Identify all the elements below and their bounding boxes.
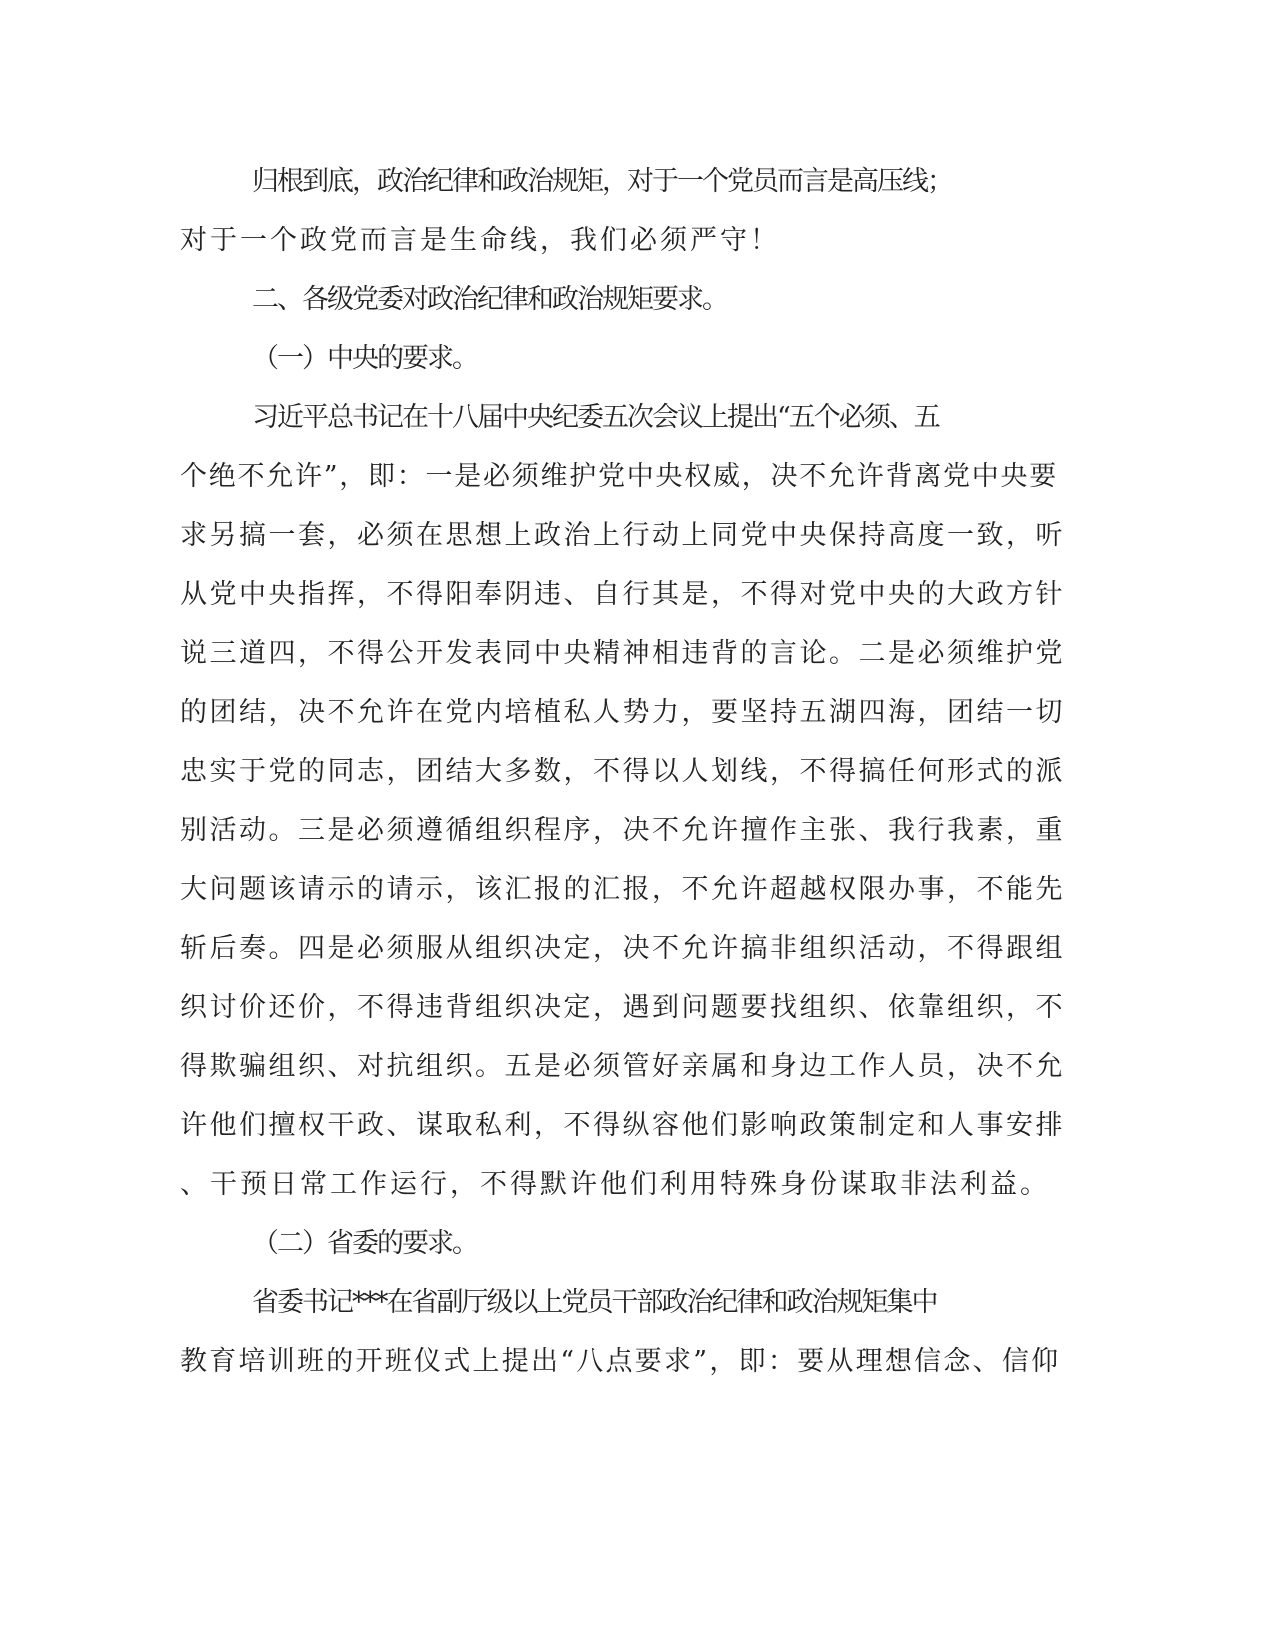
text-line: 对于一个政党而言是生命线，我们必须严守！	[180, 225, 780, 256]
text-line: 的团结，决不允许在党内培植私人势力，要坚持五湖四海，团结一切	[180, 697, 1065, 728]
text-line: 、干预日常工作运行，不得默许他们利用特殊身份谋取非法利益。	[180, 1169, 1050, 1200]
text-line: 个绝不允许”，即：一是必须维护党中央权威，决不允许背离党中央要	[180, 461, 1059, 492]
text-line: 求另搞一套，必须在思想上政治上行动上同党中央保持高度一致，听	[180, 520, 1065, 551]
text-line: 省委书记***在省副厅级以上党员干部政治纪律和政治规矩集中	[252, 1287, 937, 1318]
text-line: 得欺骗组织、对抗组织。五是必须管好亲属和身边工作人员，决不允	[180, 1051, 1065, 1082]
text-line: 从党中央指挥，不得阳奉阴违、自行其是，不得对党中央的大政方针	[180, 579, 1065, 610]
text-line: 习近平总书记在十八届中央纪委五次会议上提出“五个必须、五	[252, 402, 939, 433]
subsection-heading: （二）省委的要求。	[252, 1228, 477, 1259]
text-line: 许他们擅权干政、谋取私利，不得纵容他们影响政策制定和人事安排	[180, 1110, 1065, 1141]
text-line: 忠实于党的同志，团结大多数，不得以人划线，不得搞任何形式的派	[180, 756, 1065, 787]
text-line: 说三道四，不得公开发表同中央精神相违背的言论。二是必须维护党	[180, 638, 1065, 669]
text-line: 大问题该请示的请示，该汇报的汇报，不允许超越权限办事，不能先	[180, 874, 1065, 905]
text-line: 教育培训班的开班仪式上提出“八点要求”，即：要从理想信念、信仰	[180, 1346, 1061, 1377]
text-line: 归根到底，政治纪律和政治规矩，对于一个党员而言是高压线；	[252, 166, 952, 197]
text-line: 斩后奏。四是必须服从组织决定，决不允许搞非组织活动，不得跟组	[180, 933, 1065, 964]
section-heading: 二、各级党委对政治纪律和政治规矩要求。	[252, 284, 727, 315]
text-line: 织讨价还价，不得违背组织决定，遇到问题要找组织、依靠组织，不	[180, 992, 1065, 1023]
text-line: 别活动。三是必须遵循组织程序，决不允许擅作主张、我行我素，重	[180, 815, 1065, 846]
subsection-heading: （一）中央的要求。	[252, 343, 477, 374]
